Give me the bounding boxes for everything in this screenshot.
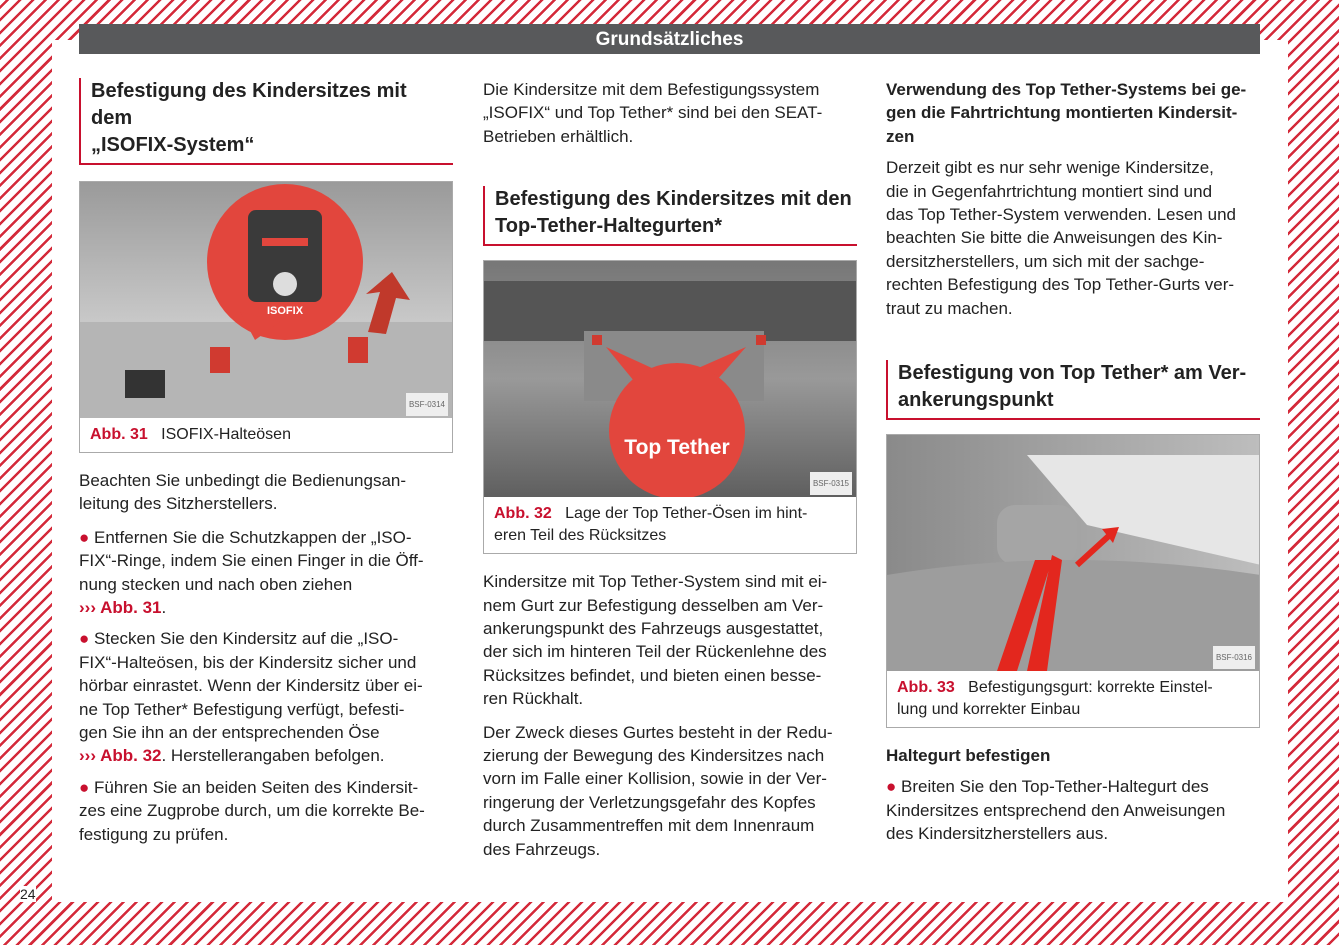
top-tether-callout-label: Top Tether <box>624 436 730 460</box>
subheading: Verwendung des Top Tether-Systems bei ge- gen die Fahrtrichtung montierten Kindersit- zen <box>886 80 1247 146</box>
subheading-2: Haltegurt befestigen <box>886 746 1051 766</box>
figure-code: BSF-0316 <box>1213 646 1255 669</box>
page-number: 24 <box>20 886 36 902</box>
ref-abb-32[interactable]: ››› Abb. 32 <box>79 746 162 766</box>
section-header: Grundsätzliches <box>79 24 1260 54</box>
figure-code: BSF-0315 <box>810 472 852 495</box>
figure-code: BSF-0314 <box>406 393 448 416</box>
isofix-image <box>80 182 452 418</box>
section-heading: Befestigung von Top Tether* am Ver- ankerungspunkt <box>886 360 1260 420</box>
paragraph-1: Kindersitze mit Top Tether-System sind mit ei- nem Gurt zur Befestigung desselben am Ver- ankerungspunkt des Fahrzeugs ausgestattet, der sich im hinteren Teil der Rückenlehne des Rücksitzes befindet, und bieten einen besse- ren Rückhalt. <box>483 572 828 709</box>
caption-text: Lage der Top Tether-Ösen im hint- eren Teil des Rücksitzes <box>494 505 808 545</box>
bullet-3: ● Führen Sie an beiden Seiten des Kindersit- zes eine Zugprobe durch, um die korrekte Be- festigung zu prüfen. <box>79 777 425 844</box>
top-tether-illustration <box>484 261 856 497</box>
bullet-1: ● Breiten Sie den Top-Tether-Haltegurt des Kindersitzes entsprechend den Anweisungen des Kindersitzherstellers aus. <box>886 777 1226 844</box>
column-2 <box>483 78 857 871</box>
isofix-callout-label: ISOFIX <box>266 305 304 317</box>
section-heading: Befestigung des Kindersitzes mit den Top-Tether-Haltegurten* <box>483 186 857 246</box>
figure-caption <box>80 418 452 452</box>
ref-abb-31[interactable]: ››› Abb. 31 <box>79 598 162 618</box>
figure-caption <box>484 497 856 553</box>
intro-text: Die Kindersitze mit dem Befestigungssystem „ISOFIX“ und Top Tether* sind bei den SEAT- Betrieben erhältlich. <box>483 80 823 146</box>
top-tether-image <box>484 261 856 497</box>
figure-31 <box>79 181 453 453</box>
figure-32 <box>483 260 857 554</box>
figure-label: Abb. 33 <box>897 679 955 697</box>
bullet-2: ● Stecken Sie den Kindersitz auf die „ISO- FIX“-Halteösen, bis der Kindersitz sicher und hörbar einrastet. Wenn der Kindersitz über ei- ne Top Tether* Befestigung verfügt, befesti- gen Sie ihn an der entsprechenden Öse ››› Abb. 32. Herstellerangaben befolgen. <box>79 629 423 766</box>
figure-label: Abb. 31 <box>90 426 148 443</box>
figure-label: Abb. 32 <box>494 505 552 523</box>
figure-33 <box>886 434 1260 728</box>
paragraph-2: Der Zweck dieses Gurtes besteht in der Redu- zierung der Bewegung des Kindersitzes nach vorn im Falle einer Kollision, sowie in der Ver- ringerung der Verletzungsgefahr des Kopfes durch Zusammentreffen mit dem Innenraum des Fahrzeugs. <box>483 722 833 859</box>
tether-strap-illustration <box>887 435 1259 671</box>
caption-text: ISOFIX-Halteösen <box>161 426 291 443</box>
isofix-illustration <box>80 182 452 418</box>
paragraph-1: Derzeit gibt es nur sehr wenige Kindersitze, die in Gegenfahrtrichtung montiert sind und das Top Tether-System verwenden. Lesen und beachten Sie bitte die Anweisungen des Kin- dersitzherstellers, um sich mit der sachge- rechten Befestigung des Top Tether-Gurts ver- traut zu machen. <box>886 158 1236 318</box>
column-1 <box>79 78 453 854</box>
bullet-1: ● Entfernen Sie die Schutzkappen der „ISO- FIX“-Ringe, indem Sie einen Finger in die Öff- nung stecken und nach oben ziehen ››› Abb. 31. <box>79 527 424 618</box>
section-heading: Befestigung des Kindersitzes mit dem „ISOFIX-System“ <box>79 78 453 165</box>
intro-text: Beachten Sie unbedingt die Bedienungsan- leitung des Sitzherstellers. <box>79 471 407 514</box>
figure-caption <box>887 671 1259 727</box>
caption-text: Befestigungsgurt: korrekte Einstel- lung und korrekter Einbau <box>897 679 1213 719</box>
tether-strap-image <box>887 435 1259 671</box>
column-3 <box>886 78 1260 854</box>
